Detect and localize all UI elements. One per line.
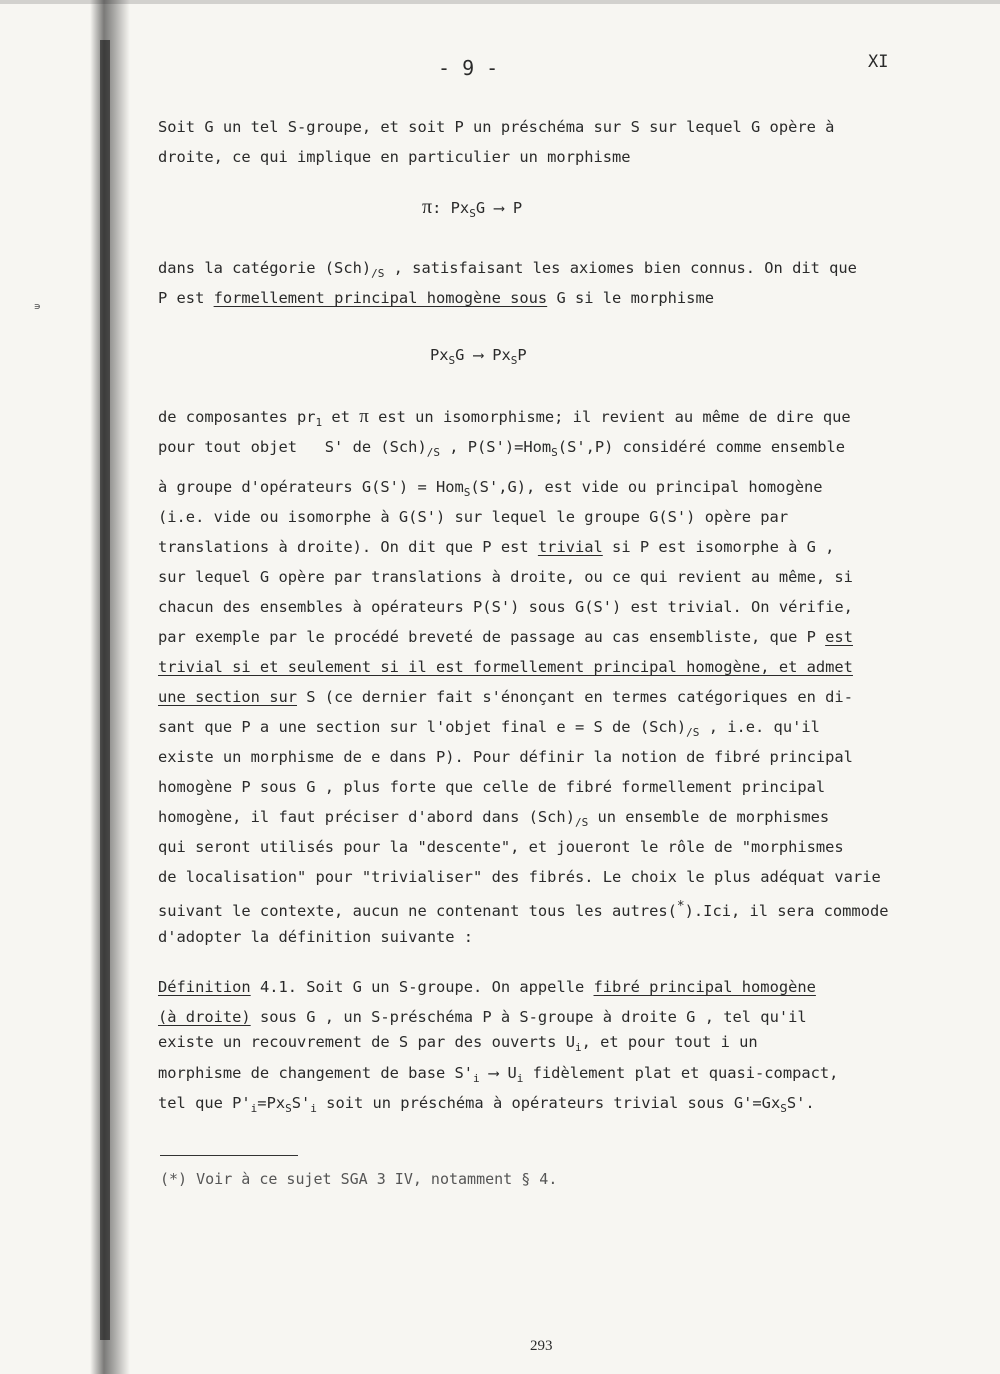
text-line: Soit G un tel S-groupe, et soit P un préschéma sur S sur lequel G opère à: [158, 118, 835, 136]
footer-page-number: 293: [530, 1338, 553, 1354]
text-line: d'adopter la définition suivante :: [158, 928, 474, 946]
text-line: existe un morphisme de e dans P). Pour définir la notion de fibré principal: [158, 748, 853, 766]
text-line: existe un recouvrement de S par des ouverts $U_i$, et pour tout i un: [158, 1033, 758, 1055]
text-line: de localisation" pour "trivialiser" des fibrés. Le choix le plus adéquat varie: [158, 868, 881, 886]
text-line: pour tout objet S' de $(Sch)_{/S}$ , P(S')=Hom$_S$(S',P) considéré comme ensemble: [158, 438, 846, 460]
text-line: chacun des ensembles à opérateurs P(S') sous G(S') est trivial. On vérifie,: [158, 598, 853, 616]
page-number-header: - 9 -: [438, 56, 499, 80]
text-line: (i.e. vide ou isomorphe à G(S') sur lequel le groupe G(S') opère par: [158, 508, 789, 526]
equation-morphism: $Px_SG$ ⟶ $Px_SP$: [430, 346, 527, 368]
chapter-number: XI: [868, 52, 889, 72]
text-line: (à droite) sous G , un S-préschéma P à S-groupe à droite G , tel qu'il: [158, 1008, 807, 1026]
text-line: translations à droite). On dit que P est trivial si P est isomorphe à G ,: [158, 538, 835, 556]
text-line: à groupe d'opérateurs G(S') = Hom$_S$(S',G), est vide ou principal homogène: [158, 478, 823, 500]
text-line: trivial si et seulement si il est formellement principal homogène, et admet: [158, 658, 853, 676]
equation-pi: π: $Px_SG$ ⟶ P: [422, 196, 523, 221]
text-line: de composantes $pr_1$ et π est un isomorphisme; il revient au même de dire que: [158, 406, 851, 430]
text-line: qui seront utilisés pour la "descente", et joueront le rôle de "morphismes: [158, 838, 844, 856]
text-line: P est formellement principal homogène sous G si le morphisme: [158, 289, 714, 307]
text-line: tel que $P'_i=Px_SS'_i$ soit un préschéma à opérateurs trivial sous $G'=Gx_SS'$.: [158, 1094, 815, 1116]
binding-shadow: [90, 0, 130, 1374]
footnote-rule: [160, 1155, 298, 1156]
text-line: sur lequel G opère par translations à droite, ou ce qui revient au même, si: [158, 568, 853, 586]
text-line: dans la catégorie $(Sch)_{/S}$ , satisfaisant les axiomes bien connus. On dit que: [158, 259, 857, 281]
text-line: suivant le contexte, aucun ne contenant tous les autres(*).Ici, il sera commode: [158, 899, 889, 921]
text-line: par exemple par le procédé breveté de passage au cas ensembliste, que P est: [158, 628, 853, 646]
text-line: une section sur S (ce dernier fait s'énonçant en termes catégoriques en di-: [158, 688, 853, 706]
footnote: (*) Voir à ce sujet SGA 3 IV, notamment § 4.: [160, 1170, 558, 1188]
text-line: sant que P a une section sur l'objet final e = S de $(Sch)_{/S}$ , i.e. qu'il: [158, 718, 820, 740]
text-line: morphisme de changement de base $S'_i$ ⟶ $U_i$ fidèlement plat et quasi-compact,: [158, 1064, 839, 1086]
text-line: homogène, il faut préciser d'abord dans $(Sch)_{/S}$ un ensemble de morphismes: [158, 808, 830, 830]
scan-top-edge: [0, 0, 1000, 4]
margin-mark: ∍: [34, 300, 41, 313]
text-line: droite, ce qui implique en particulier un morphisme: [158, 148, 631, 166]
definition-heading: Définition 4.1. Soit G un S-groupe. On appelle fibré principal homogène: [158, 978, 816, 996]
binding-spine: [100, 40, 110, 1340]
text-line: homogène P sous G , plus forte que celle de fibré formellement principal: [158, 778, 826, 796]
